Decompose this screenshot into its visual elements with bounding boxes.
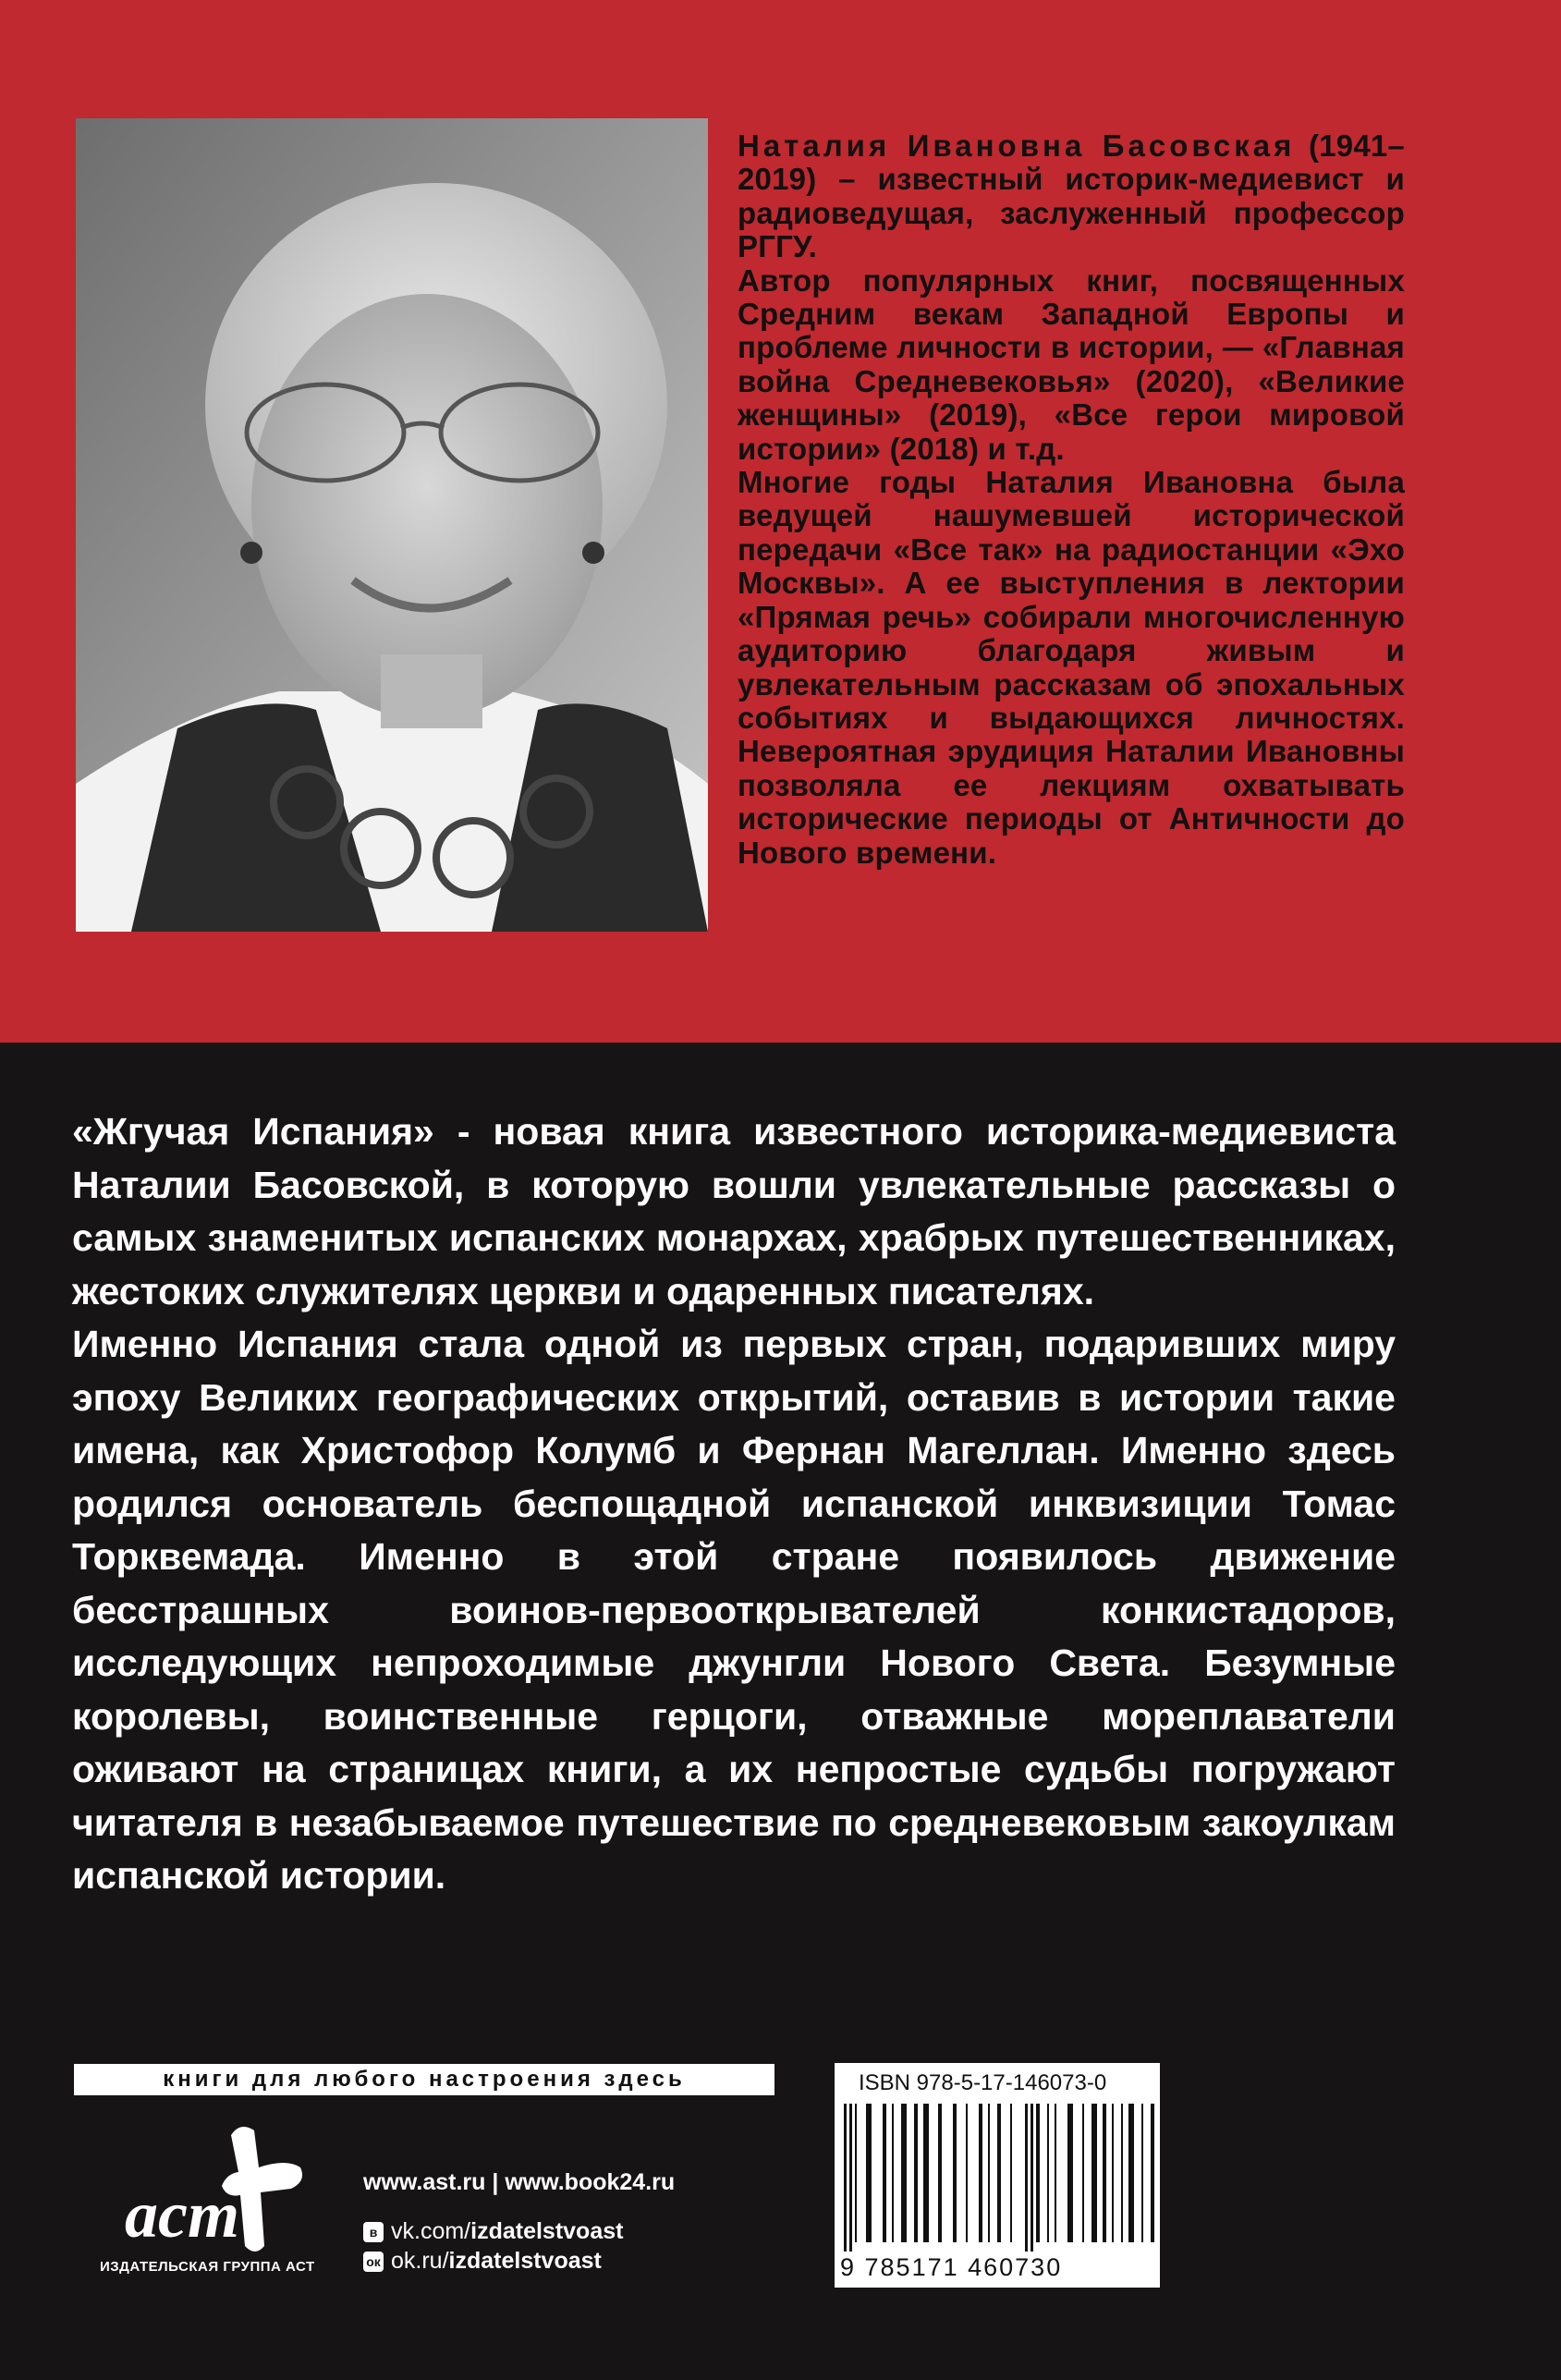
ok-prefix: ok.ru/ (391, 2248, 449, 2274)
barcode-bar (1103, 2104, 1106, 2242)
barcode-bar (1121, 2104, 1123, 2242)
isbn-digits: 9 785171 460730 (840, 2253, 1063, 2281)
book-description (72, 1105, 1396, 1903)
bio-paragraph-1: (1941–2019) – известный историк-медиевист и радиоведущая, заслуженный профессор РГГУ. (738, 128, 1405, 264)
barcode-bar (1128, 2104, 1134, 2242)
author-portrait (76, 118, 708, 932)
barcode-bar (1055, 2104, 1056, 2242)
barcode-bar (866, 2104, 872, 2242)
barcode-bar (966, 2104, 968, 2242)
barcode-bar (1036, 2104, 1040, 2242)
tagline-banner: книги для любого настроения здесь (74, 2064, 774, 2095)
barcode-bar (1112, 2104, 1114, 2242)
barcode-bar (1010, 2104, 1012, 2242)
bio-paragraph-2: Автор популярных книг, посвященных Средним векам Западной Европы и проблеме личности в истории, — «Главная война Средневековья» (2020), «Великие женщины» (2019), «Все герои мировой истории» (2018) и т.д. (738, 262, 1405, 466)
barcode-bar (997, 2104, 1001, 2242)
ok-link[interactable] (363, 2248, 602, 2275)
barcode-bar (914, 2104, 918, 2242)
description-paragraph-2: Именно Испания стала одной из первых стран, подаривших миру эпоху Великих географических открытий, оставив в истории такие имена, как Христофор Колумб и Фернан Магеллан. Именно здесь родился основатель беспощадной испанской инквизиции Томас Торквемада. Именно в этой стране появилось движение бесстрашных воинов-первооткрывателей конкистадоров, исследующих непроходимые джунгли Нового Света. Безумные королевы, воинственные герцоги, отважные мореплаватели оживают на страницах книги, а их непростые судьбы погружают читателя в незабываемое путешествие по средневековым закоулкам испанской истории. (72, 1323, 1396, 1897)
website-links[interactable]: www.ast.ru | www.book24.ru (363, 2169, 676, 2195)
barcode-bar (923, 2104, 929, 2242)
barcode (840, 2104, 1154, 2252)
vk-prefix: vk.com/ (391, 2218, 471, 2244)
barcode-bar (844, 2104, 847, 2252)
barcode-bar (849, 2104, 852, 2252)
vk-icon: в (363, 2222, 384, 2242)
author-biography (738, 129, 1405, 870)
barcode-bar (1141, 2104, 1143, 2242)
barcode-bar (938, 2104, 942, 2242)
barcode-bar (988, 2104, 990, 2242)
isbn-label: ISBN 978-5-17-146073-0 (859, 2070, 1107, 2095)
vk-link[interactable] (363, 2218, 623, 2245)
odnoklassniki-icon: ок (363, 2252, 384, 2272)
barcode-bar (1151, 2104, 1154, 2242)
barcode-bar (892, 2104, 894, 2242)
barcode-bar (1047, 2104, 1049, 2242)
barcode-bar (1031, 2104, 1033, 2252)
barcode-bar (953, 2104, 957, 2242)
barcode-bar (883, 2104, 886, 2242)
barcode-bar (855, 2104, 857, 2242)
description-paragraph-1: «Жгучая Испания» - новая книга известного историка-медиевиста Наталии Басовской, в которую вошли увлекательные рассказы о самых знаменитых испанских монархах, храбрых путешественниках, жестоких служителях церкви и одаренных писателях. (72, 1110, 1396, 1312)
barcode-bar (1091, 2104, 1097, 2242)
isbn-barcode-box (835, 2063, 1160, 2288)
logo-wordmark: аст (125, 2178, 239, 2252)
barcode-bar (979, 2104, 982, 2242)
publisher-name: ИЗДАТЕЛЬСКАЯ ГРУППА АСТ (100, 2259, 315, 2275)
ast-logo (92, 2117, 333, 2274)
vk-handle: izdatelstvoast (470, 2218, 624, 2244)
barcode-bar (1025, 2104, 1028, 2252)
barcode-bar (1067, 2104, 1073, 2242)
author-name: Наталия Ивановна Басовская (738, 128, 1296, 163)
bio-paragraph-3: Многие годы Наталия Ивановна была ведущей нашумевшей исторической передачи «Все так» на радиостанции «Эхо Москвы». А ее выступления в лектории «Прямая речь» собирали многочисленную аудиторию благодаря живым и увлекательным рассказам об эпохальных событиях и выдающихся личностях. Невероятная эрудиция Наталии Ивановны позволяла ее лекциям охватывать исторические периоды от Античности до Нового времени. (738, 465, 1405, 870)
barcode-bar (901, 2104, 907, 2242)
ok-handle: izdatelstvoast (448, 2248, 602, 2274)
barcode-bar (1082, 2104, 1084, 2242)
